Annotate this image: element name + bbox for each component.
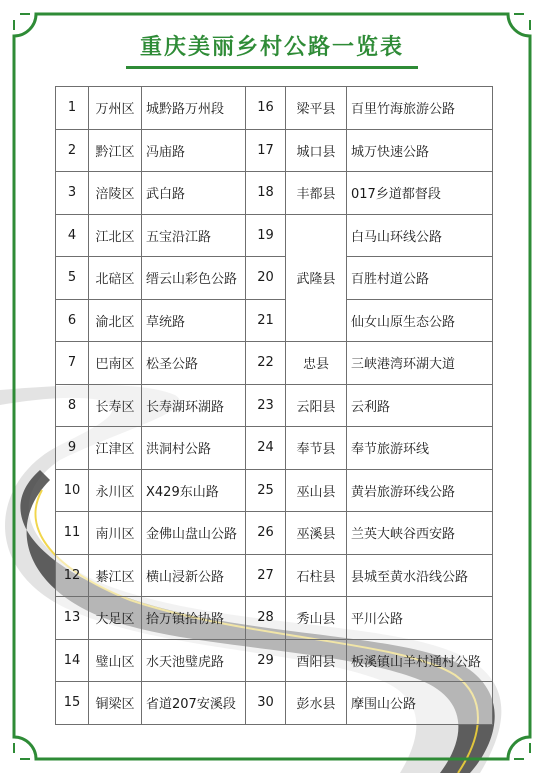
row-number: 11 <box>56 512 89 555</box>
row-number: 16 <box>246 87 286 130</box>
district-cell: 北碚区 <box>89 257 142 300</box>
title-underline <box>126 66 418 69</box>
row-number: 20 <box>246 257 286 300</box>
district-cell: 铜梁区 <box>89 682 142 725</box>
row-number: 26 <box>246 512 286 555</box>
district-cell: 渝北区 <box>89 299 142 342</box>
district-cell: 奉节县 <box>286 427 347 470</box>
road-cell: 松圣公路 <box>142 342 246 385</box>
table-row <box>56 342 493 385</box>
district-cell: 秀山县 <box>286 597 347 640</box>
road-cell: 三峡港湾环湖大道 <box>347 342 493 385</box>
road-cell: 冯庙路 <box>142 129 246 172</box>
row-number: 17 <box>246 129 286 172</box>
table-row <box>56 384 493 427</box>
table-row <box>56 87 493 130</box>
road-cell: 缙云山彩色公路 <box>142 257 246 300</box>
road-cell: 县城至黄水沿线公路 <box>347 554 493 597</box>
road-cell: 水天池璧虎路 <box>142 639 246 682</box>
road-cell: 仙女山原生态公路 <box>347 299 493 342</box>
district-cell: 云阳县 <box>286 384 347 427</box>
road-cell: 拾万镇拾协路 <box>142 597 246 640</box>
table-row <box>56 257 493 300</box>
road-cell: 城黔路万州段 <box>142 87 246 130</box>
district-cell: 巫溪县 <box>286 512 347 555</box>
district-cell: 石柱县 <box>286 554 347 597</box>
road-cell: 黄岩旅游环线公路 <box>347 469 493 512</box>
table-row <box>56 512 493 555</box>
row-number: 13 <box>56 597 89 640</box>
road-cell: 平川公路 <box>347 597 493 640</box>
road-cell: 017乡道都督段 <box>347 172 493 215</box>
district-cell: 大足区 <box>89 597 142 640</box>
road-cell: 板溪镇山羊村通村公路 <box>347 639 493 682</box>
row-number: 12 <box>56 554 89 597</box>
district-cell: 南川区 <box>89 512 142 555</box>
table-row <box>56 639 493 682</box>
district-cell: 涪陵区 <box>89 172 142 215</box>
row-number: 21 <box>246 299 286 342</box>
table-row <box>56 469 493 512</box>
row-number: 9 <box>56 427 89 470</box>
table-row <box>56 427 493 470</box>
table-row <box>56 299 493 342</box>
row-number: 22 <box>246 342 286 385</box>
row-number: 29 <box>246 639 286 682</box>
district-cell: 璧山区 <box>89 639 142 682</box>
table-row <box>56 682 493 725</box>
row-number: 28 <box>246 597 286 640</box>
district-cell: 彭水县 <box>286 682 347 725</box>
row-number: 19 <box>246 214 286 257</box>
road-cell: 省道207安溪段 <box>142 682 246 725</box>
row-number: 7 <box>56 342 89 385</box>
road-cell: 奉节旅游环线 <box>347 427 493 470</box>
row-number: 30 <box>246 682 286 725</box>
row-number: 6 <box>56 299 89 342</box>
road-cell: 洪洞村公路 <box>142 427 246 470</box>
road-cell: 城万快速公路 <box>347 129 493 172</box>
row-number: 24 <box>246 427 286 470</box>
district-cell: 城口县 <box>286 129 347 172</box>
district-cell: 万州区 <box>89 87 142 130</box>
road-cell: 五宝沿江路 <box>142 214 246 257</box>
table-row <box>56 129 493 172</box>
district-cell: 巫山县 <box>286 469 347 512</box>
district-cell: 忠县 <box>286 342 347 385</box>
road-cell: 白马山环线公路 <box>347 214 493 257</box>
road-cell: 横山浸新公路 <box>142 554 246 597</box>
table-row <box>56 172 493 215</box>
district-cell: 酉阳县 <box>286 639 347 682</box>
row-number: 18 <box>246 172 286 215</box>
district-cell: 永川区 <box>89 469 142 512</box>
district-cell: 黔江区 <box>89 129 142 172</box>
road-cell: 百里竹海旅游公路 <box>347 87 493 130</box>
district-cell: 武隆县 <box>286 214 347 342</box>
row-number: 27 <box>246 554 286 597</box>
row-number: 15 <box>56 682 89 725</box>
row-number: 1 <box>56 87 89 130</box>
district-cell: 巴南区 <box>89 342 142 385</box>
row-number: 3 <box>56 172 89 215</box>
row-number: 4 <box>56 214 89 257</box>
road-cell: 摩围山公路 <box>347 682 493 725</box>
row-number: 10 <box>56 469 89 512</box>
road-table <box>55 86 493 725</box>
row-number: 8 <box>56 384 89 427</box>
district-cell: 梁平县 <box>286 87 347 130</box>
table-row <box>56 597 493 640</box>
district-cell: 江津区 <box>89 427 142 470</box>
road-cell: 金佛山盘山公路 <box>142 512 246 555</box>
row-number: 2 <box>56 129 89 172</box>
road-cell: 兰英大峡谷西安路 <box>347 512 493 555</box>
road-cell: 百胜村道公路 <box>347 257 493 300</box>
table-row <box>56 554 493 597</box>
row-number: 23 <box>246 384 286 427</box>
row-number: 25 <box>246 469 286 512</box>
road-cell: X429东山路 <box>142 469 246 512</box>
district-cell: 长寿区 <box>89 384 142 427</box>
road-cell: 草统路 <box>142 299 246 342</box>
page-title: 重庆美丽乡村公路一览表 <box>139 35 404 60</box>
road-cell: 长寿湖环湖路 <box>142 384 246 427</box>
road-cell: 武白路 <box>142 172 246 215</box>
table-row <box>56 214 493 257</box>
district-cell: 江北区 <box>89 214 142 257</box>
road-cell: 云利路 <box>347 384 493 427</box>
district-cell: 綦江区 <box>89 554 142 597</box>
row-number: 5 <box>56 257 89 300</box>
district-cell: 丰都县 <box>286 172 347 215</box>
row-number: 14 <box>56 639 89 682</box>
